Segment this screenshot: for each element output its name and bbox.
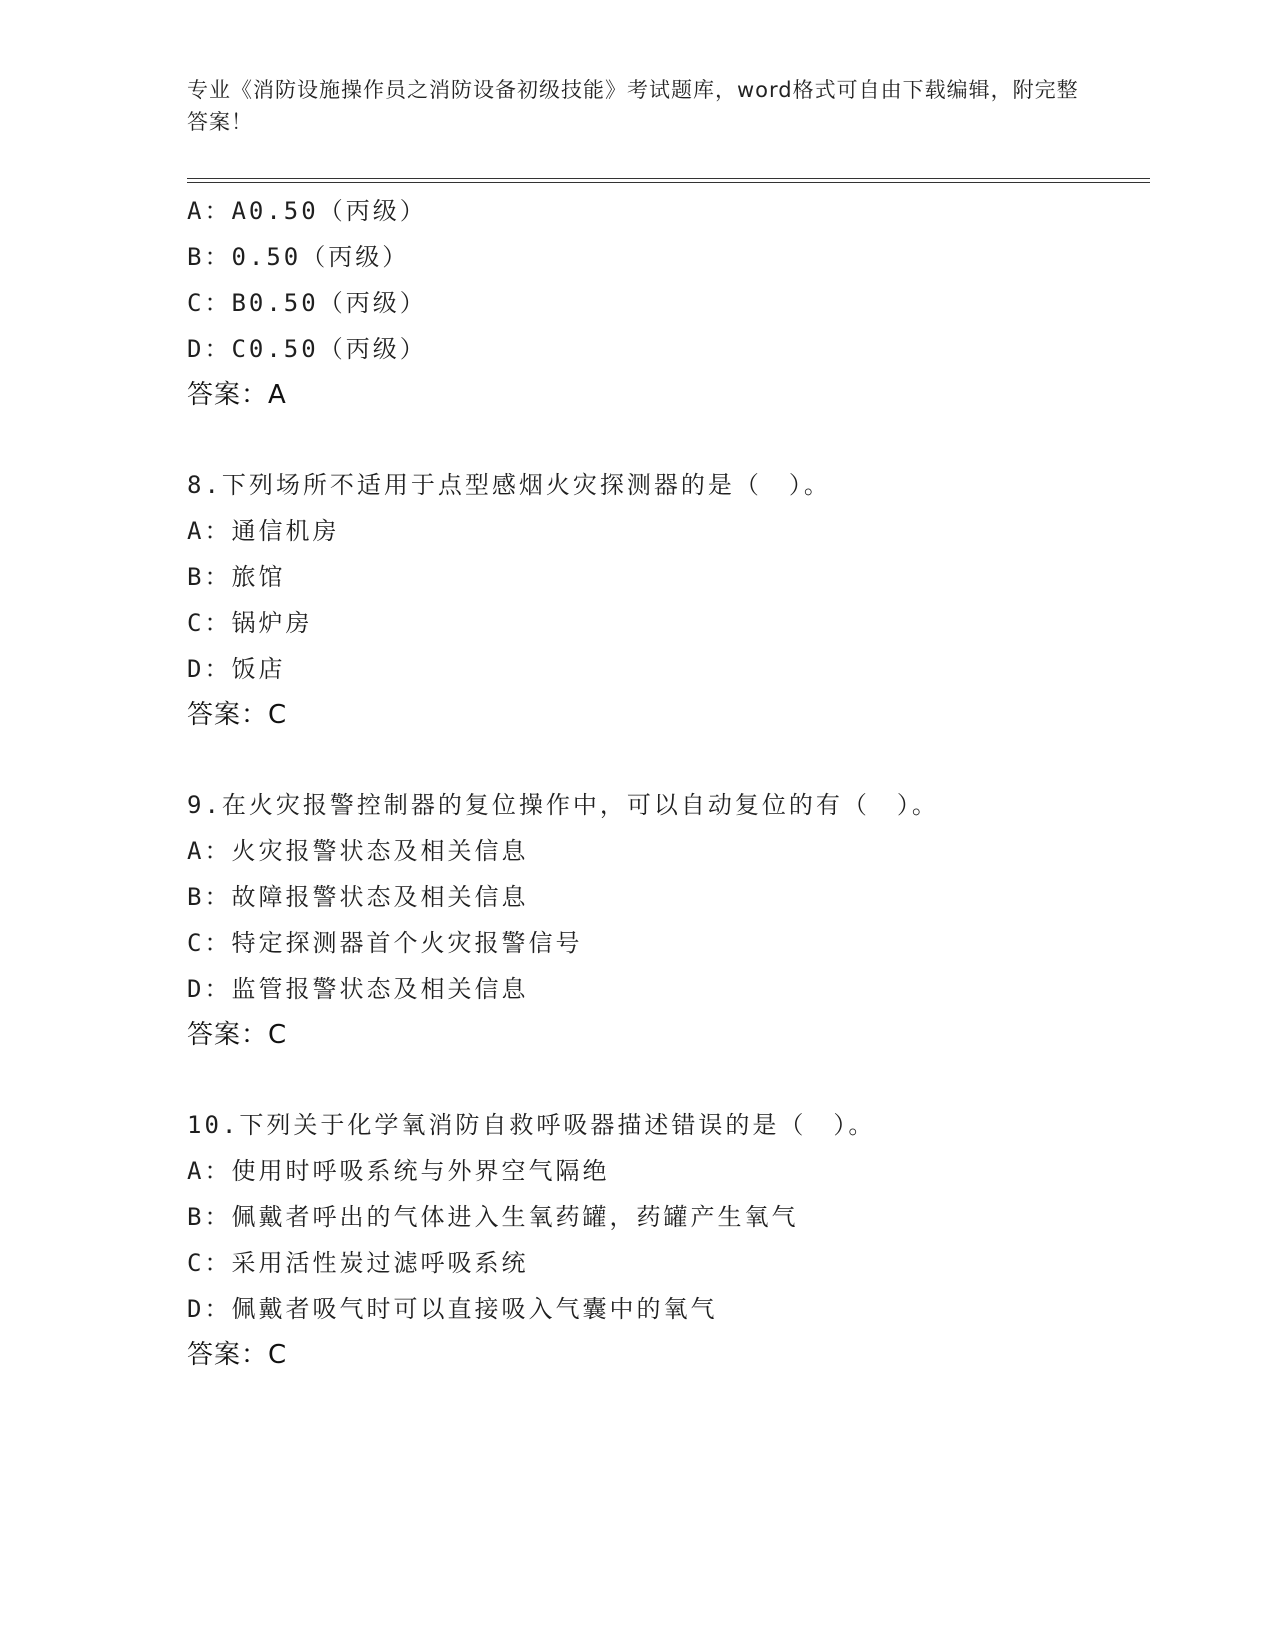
option-key: C： [187, 609, 232, 637]
option-text: 锅炉房 [231, 609, 313, 637]
header-divider-top [187, 178, 1150, 179]
option-text: 通信机房 [231, 517, 340, 545]
header-intro-text: 专业《消防设施操作员之消防设备初级技能》考试题库，word格式可自由下载编辑，附完整答案！ [187, 78, 1079, 134]
option-a [187, 828, 1147, 874]
option-d [187, 966, 1147, 1012]
option-a [187, 188, 1147, 234]
option-text: 使用时呼吸系统与外界空气隔绝 [231, 1157, 610, 1185]
option-key: D： [187, 655, 232, 683]
answer-line: 答案：C [187, 1340, 288, 1370]
option-key: D： [187, 975, 232, 1003]
question-10 [187, 1102, 1147, 1378]
option-b [187, 1194, 1147, 1240]
option-c [187, 1240, 1147, 1286]
option-text: A0.50（丙级） [231, 197, 427, 225]
option-text: 特定探测器首个火灾报警信号 [231, 929, 583, 957]
option-text: 监管报警状态及相关信息 [231, 975, 529, 1003]
option-key: B： [187, 563, 232, 591]
option-key: B： [187, 1203, 232, 1231]
spacer [187, 418, 1147, 462]
question-stem: 10.下列关于化学氧消防自救呼吸器描述错误的是（ ）。 [187, 1111, 876, 1139]
option-key: D： [187, 1295, 232, 1323]
option-key: A： [187, 197, 232, 225]
option-c [187, 920, 1147, 966]
spacer [187, 738, 1147, 782]
option-d [187, 646, 1147, 692]
option-key: A： [187, 1157, 232, 1185]
answer-line: 答案：A [187, 380, 287, 410]
option-d [187, 326, 1147, 372]
option-key: B： [187, 243, 232, 271]
option-text: 佩戴者呼出的气体进入生氧药罐，药罐产生氧气 [231, 1203, 799, 1231]
question-list [187, 188, 1147, 1378]
question-stem: 9.在火灾报警控制器的复位操作中，可以自动复位的有（ ）。 [187, 791, 939, 819]
option-text: 佩戴者吸气时可以直接吸入气囊中的氧气 [231, 1295, 718, 1323]
option-text: 火灾报警状态及相关信息 [231, 837, 529, 865]
option-key: C： [187, 289, 232, 317]
document-header [187, 74, 1087, 138]
answer-line: 答案：C [187, 1020, 288, 1050]
question-9 [187, 782, 1147, 1058]
option-text: 采用活性炭过滤呼吸系统 [231, 1249, 529, 1277]
header-divider-bottom [187, 182, 1150, 183]
option-text: 旅馆 [231, 563, 286, 591]
option-b [187, 874, 1147, 920]
option-text: C0.50（丙级） [231, 335, 427, 363]
option-text: 0.50（丙级） [231, 243, 410, 271]
question-8 [187, 462, 1147, 738]
option-a [187, 1148, 1147, 1194]
question-7-continued [187, 188, 1147, 418]
option-key: D： [187, 335, 232, 363]
option-text: 饭店 [231, 655, 286, 683]
option-key: C： [187, 929, 232, 957]
option-b [187, 234, 1147, 280]
question-stem: 8.下列场所不适用于点型感烟火灾探测器的是（ ）。 [187, 471, 831, 499]
option-key: B： [187, 883, 232, 911]
option-text: B0.50（丙级） [231, 289, 427, 317]
option-key: A： [187, 517, 232, 545]
option-key: A： [187, 837, 232, 865]
answer-line: 答案：C [187, 700, 288, 730]
option-c [187, 280, 1147, 326]
option-b [187, 554, 1147, 600]
option-text: 故障报警状态及相关信息 [231, 883, 529, 911]
option-key: C： [187, 1249, 232, 1277]
option-a [187, 508, 1147, 554]
option-d [187, 1286, 1147, 1332]
option-c [187, 600, 1147, 646]
spacer [187, 1058, 1147, 1102]
